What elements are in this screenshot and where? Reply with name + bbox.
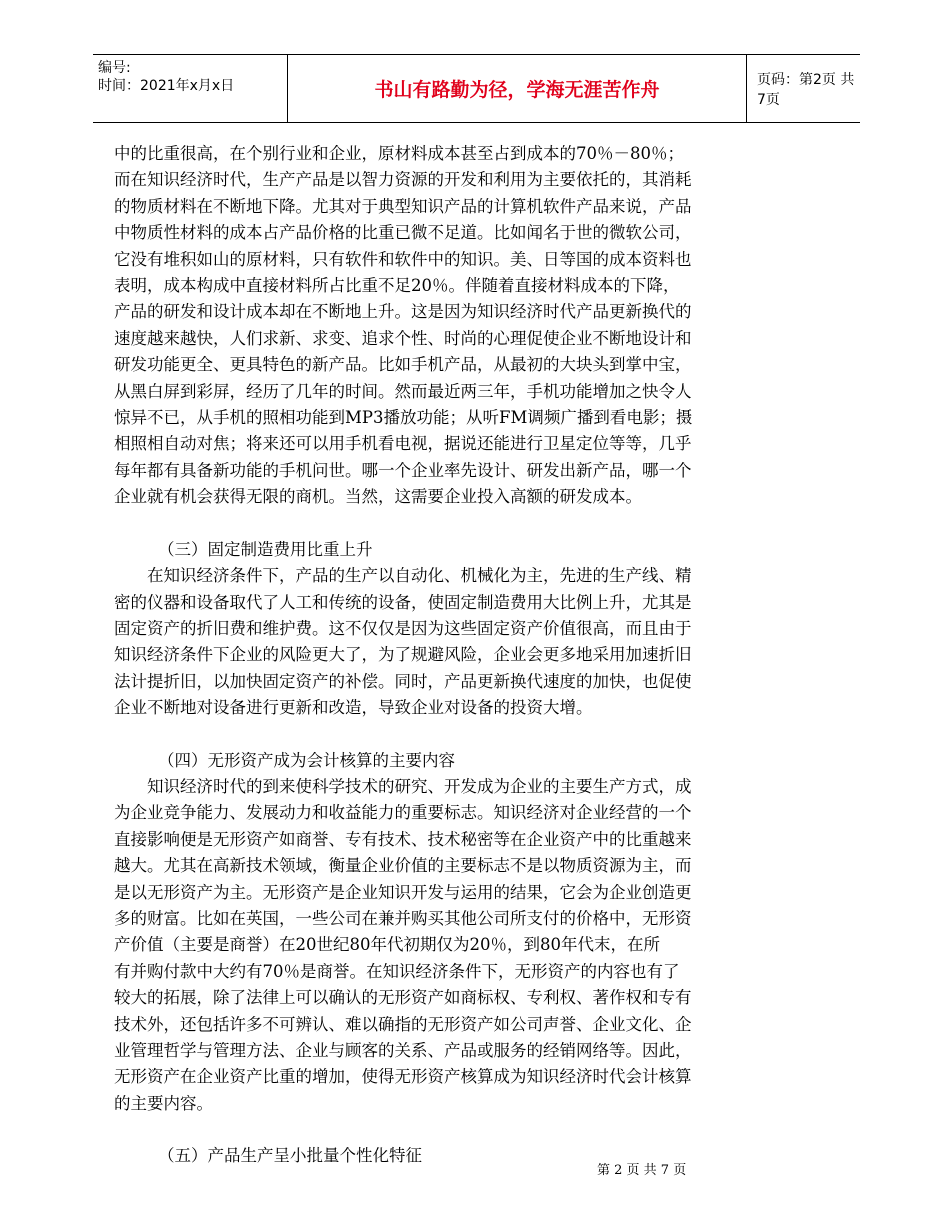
text-line: 无形资产在企业资产比重的增加，使得无形资产核算成为知识经济时代会计核算 — [114, 1067, 692, 1087]
text-line: 每年都有具备新功能的手机问世。哪一个企业率先设计、研发出新产品，哪一个 — [114, 460, 692, 480]
document-body — [114, 141, 774, 1170]
text-line: 较大的拓展，除了法律上可以确认的无形资产如商标权、专利权、著作权和专有 — [114, 988, 692, 1008]
text-line: 直接影响便是无形资产如商誉、专有技术、技术秘密等在企业资产中的比重越来 — [114, 829, 692, 849]
text-line: 知识经济时代的到来使科学技术的研究、开发成为企业的主要生产方式，成 — [147, 776, 692, 796]
text-line: 的物质材料在不断地下降。尤其对于典型知识产品的计算机软件产品来说，产品 — [114, 196, 692, 216]
text-line: 中的比重很高，在个别行业和企业，原材料成本甚至占到成本的70％－80％； — [114, 144, 684, 163]
spacer — [114, 1117, 774, 1143]
text-line: 密的仪器和设备取代了人工和传统的设备，使固定制造费用大比例上升，尤其是 — [114, 592, 692, 612]
text-line: 它没有堆积如山的原材料，只有软件和软件中的知识。美、日等国的成本资料也 — [114, 249, 692, 269]
spacer — [114, 511, 774, 537]
text-line: 的主要内容。 — [114, 1093, 213, 1113]
section-heading-4: （四）无形资产成为会计核算的主要内容 — [158, 750, 455, 770]
page-footer: 第 2 页 共 7 页 — [597, 1163, 687, 1178]
text-line: 表明，成本构成中直接材料所占比重不足20％。伴随着直接材料成本的下降， — [114, 276, 680, 296]
doc-time-label: 时间：2021年x月x日 — [98, 78, 235, 94]
paragraph-3 — [114, 774, 774, 1117]
text-line: 研发功能更全、更具特色的新产品。比如手机产品，从最初的大块头到掌中宝， — [114, 355, 692, 375]
text-line: 是以无形资产为主。无形资产是企业知识开发与运用的结果，它会为企业创造更 — [114, 882, 692, 902]
text-line: 业管理哲学与管理方法、企业与顾客的关系、产品或服务的经销网络等。因此， — [114, 1041, 692, 1060]
text-line: 中物质性材料的成本占产品价格的比重已微不足道。比如闻名于世的微软公司， — [114, 223, 692, 243]
text-line: 惊异不已，从手机的照相功能到MP3播放功能；从听FM调频广播到看电影；摄 — [114, 408, 693, 428]
paragraph-2 — [114, 563, 774, 721]
page-header — [93, 54, 860, 123]
section-heading-5: （五）产品生产呈小批量个性化特征 — [158, 1146, 422, 1166]
doc-number-label: 编号: — [98, 60, 131, 76]
text-line: 在知识经济条件下，产品的生产以自动化、机械化为主，先进的生产线、精 — [147, 566, 692, 586]
text-line: 速度越来越快，人们求新、求变、追求个性、时尚的心理促使企业不断地设计和 — [114, 328, 692, 348]
text-line: 企业不断地对设备进行更新和改造，导致企业对设备的投资大增。 — [114, 698, 593, 718]
text-line: 企业就有机会获得无限的商机。当然，这需要企业投入高额的研发成本。 — [114, 487, 642, 507]
text-line: 产品的研发和设计成本却在不断地上升。这是因为知识经济时代产品更新换代的 — [114, 302, 692, 322]
text-line: 知识经济条件下企业的风险更大了，为了规避风险，企业会更多地采用加速折旧 — [114, 645, 692, 665]
text-line: 而在知识经济时代，生产产品是以智力资源的开发和利用为主要依托的，其消耗 — [114, 170, 692, 190]
header-page-label: 页码：第2页 共7页 — [757, 71, 855, 108]
spacer — [114, 722, 774, 748]
text-line: 技术外，还包括许多不可辨认、难以确指的无形资产如公司声誉、企业文化、企 — [114, 1014, 692, 1034]
section-heading-3: （三）固定制造费用比重上升 — [158, 539, 373, 559]
header-left — [98, 59, 234, 95]
paragraph-1 — [114, 141, 774, 511]
text-line: 相照相自动对焦；将来还可以用手机看电视，据说还能进行卫星定位等等，几乎 — [114, 434, 692, 454]
text-line: 多的财富。比如在英国，一些公司在兼并购买其他公司所支付的价格中，无形资 — [114, 908, 692, 928]
text-line: 越大。尤其在高新技术领域，衡量企业价值的主要标志不是以物质资源为主，而 — [114, 856, 692, 876]
text-line: 固定资产的折旧费和维护费。这不仅仅是因为这些固定资产价值很高，而且由于 — [114, 618, 692, 638]
text-line: 有并购付款中大约有70％是商誉。在知识经济条件下，无形资产的内容也有了 — [114, 961, 680, 981]
text-line: 从黑白屏到彩屏，经历了几年的时间。然而最近两三年，手机功能增加之快令人 — [114, 381, 692, 401]
text-line: 法计提折旧，以加快固定资产的补偿。同时，产品更新换代速度的加快，也促使 — [114, 671, 692, 691]
text-line: 产价值（主要是商誉）在20世纪80年代初期仅为20％，到80年代末，在所 — [114, 935, 660, 955]
header-motto: 书山有路勤为径，学海无涯苦作舟 — [287, 55, 747, 122]
text-line: 为企业竞争能力、发展动力和收益能力的重要标志。知识经济对企业经营的一个 — [114, 803, 692, 823]
